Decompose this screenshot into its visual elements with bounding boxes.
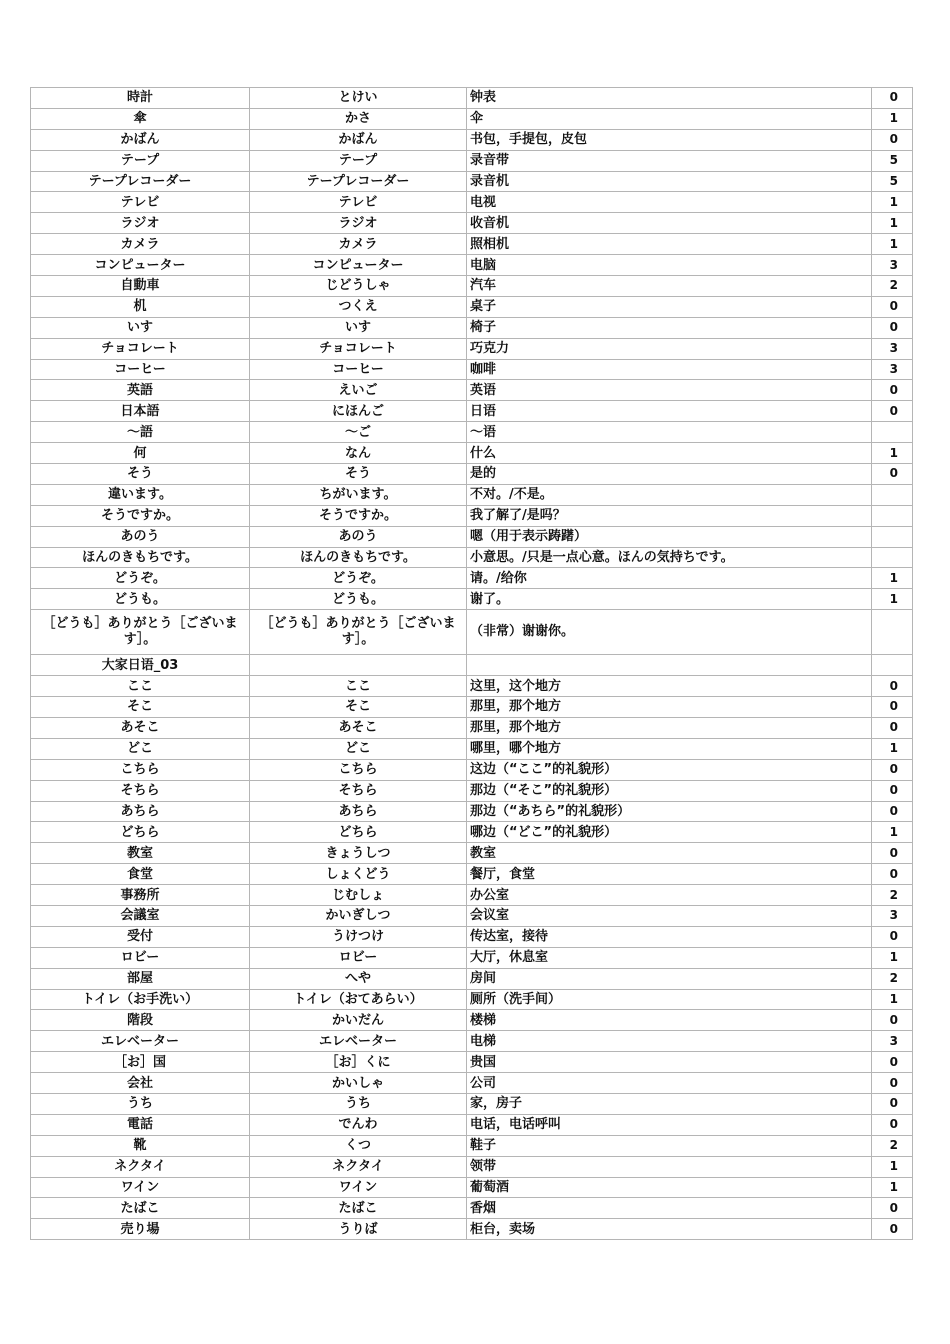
table-row: [31, 1093, 913, 1114]
meaning-cell: 钟表: [467, 88, 872, 109]
accent-cell: 0: [872, 1010, 913, 1031]
meaning-cell: 柜台，卖场: [467, 1219, 872, 1240]
meaning-cell: 不对。/不是。: [467, 484, 872, 505]
table-row: [31, 255, 913, 276]
meaning-cell: 那边（“そこ”的礼貌形）: [467, 780, 872, 801]
table-row: [31, 568, 913, 589]
meaning-cell: 伞: [467, 108, 872, 129]
accent-cell: 5: [872, 150, 913, 171]
kana-cell: こちら: [250, 759, 467, 780]
kanji-cell: 日本語: [31, 401, 250, 422]
meaning-cell: 葡萄酒: [467, 1177, 872, 1198]
kana-cell: しょくどう: [250, 864, 467, 885]
kana-cell: つくえ: [250, 296, 467, 317]
kana-cell: そちら: [250, 780, 467, 801]
meaning-cell: 教室: [467, 843, 872, 864]
kanji-cell: そうですか。: [31, 505, 250, 526]
accent-cell: 0: [872, 129, 913, 150]
kanji-cell: 会議室: [31, 905, 250, 926]
table-row: [31, 547, 913, 568]
kana-cell: [250, 655, 467, 676]
meaning-cell: 公司: [467, 1073, 872, 1094]
kanji-cell: 英語: [31, 380, 250, 401]
accent-cell: 1: [872, 213, 913, 234]
kanji-cell: ラジオ: [31, 213, 250, 234]
meaning-cell: 电脑: [467, 255, 872, 276]
meaning-cell: 哪里，哪个地方: [467, 738, 872, 759]
kanji-cell: 受付: [31, 926, 250, 947]
kanji-cell: いす: [31, 317, 250, 338]
kana-cell: テレビ: [250, 192, 467, 213]
table-row: [31, 1031, 913, 1052]
accent-cell: 0: [872, 401, 913, 422]
meaning-cell: 照相机: [467, 234, 872, 255]
kana-cell: ここ: [250, 676, 467, 697]
kana-cell: テープ: [250, 150, 467, 171]
kana-cell: どこ: [250, 738, 467, 759]
kanji-cell: あそこ: [31, 717, 250, 738]
meaning-cell: 传达室，接待: [467, 926, 872, 947]
meaning-cell: 录音带: [467, 150, 872, 171]
table-row: [31, 526, 913, 547]
table-row: [31, 1052, 913, 1073]
kanji-cell: ほんのきもちです。: [31, 547, 250, 568]
kana-cell: うりば: [250, 1219, 467, 1240]
meaning-cell: 办公室: [467, 885, 872, 906]
kana-cell: ［お］くに: [250, 1052, 467, 1073]
accent-cell: 0: [872, 1093, 913, 1114]
kanji-cell: 食堂: [31, 864, 250, 885]
kanji-cell: 傘: [31, 108, 250, 129]
kanji-cell: こちら: [31, 759, 250, 780]
accent-cell: 0: [872, 464, 913, 485]
table-row: [31, 484, 913, 505]
accent-cell: 0: [872, 1114, 913, 1135]
kanji-cell: 時計: [31, 88, 250, 109]
kanji-cell: 靴: [31, 1135, 250, 1156]
kana-cell: あそこ: [250, 717, 467, 738]
meaning-cell: 那边（“あちら”的礼貌形）: [467, 801, 872, 822]
kanji-cell: テープレコーダー: [31, 171, 250, 192]
kanji-cell: ワイン: [31, 1177, 250, 1198]
kana-cell: そう: [250, 464, 467, 485]
accent-cell: 0: [872, 759, 913, 780]
meaning-cell: 鞋子: [467, 1135, 872, 1156]
meaning-cell: 餐厅，食堂: [467, 864, 872, 885]
meaning-cell: 书包，手提包，皮包: [467, 129, 872, 150]
kana-cell: どうも。: [250, 589, 467, 610]
kanji-cell: 部屋: [31, 968, 250, 989]
table-row: [31, 717, 913, 738]
kanji-cell: そう: [31, 464, 250, 485]
table-row: [31, 150, 913, 171]
kanji-cell: そこ: [31, 697, 250, 718]
kana-cell: じどうしゃ: [250, 276, 467, 297]
kanji-cell: どこ: [31, 738, 250, 759]
kanji-cell: 事務所: [31, 885, 250, 906]
kana-cell: ほんのきもちです。: [250, 547, 467, 568]
kana-cell: じむしょ: [250, 885, 467, 906]
accent-cell: [872, 610, 913, 655]
kana-cell: かさ: [250, 108, 467, 129]
meaning-cell: 大厅，休息室: [467, 947, 872, 968]
kanji-cell: ネクタイ: [31, 1156, 250, 1177]
kana-cell: にほんご: [250, 401, 467, 422]
table-row: [31, 1010, 913, 1031]
kanji-cell: うち: [31, 1093, 250, 1114]
table-row: [31, 780, 913, 801]
accent-cell: 1: [872, 234, 913, 255]
kana-cell: エレベーター: [250, 1031, 467, 1052]
kanji-cell: あちら: [31, 801, 250, 822]
kanji-cell: ［どうも］ありがとう［ございます］。: [31, 610, 250, 655]
table-row: [31, 610, 913, 655]
meaning-cell: 电视: [467, 192, 872, 213]
accent-cell: 3: [872, 1031, 913, 1052]
kana-cell: ラジオ: [250, 213, 467, 234]
meaning-cell: 录音机: [467, 171, 872, 192]
kanji-cell: 違います。: [31, 484, 250, 505]
meaning-cell: 厕所（洗手间）: [467, 989, 872, 1010]
meaning-cell: 房间: [467, 968, 872, 989]
kanji-cell: エレベーター: [31, 1031, 250, 1052]
meaning-cell: 那里，那个地方: [467, 697, 872, 718]
kana-cell: うけつけ: [250, 926, 467, 947]
accent-cell: 3: [872, 255, 913, 276]
meaning-cell: 领带: [467, 1156, 872, 1177]
kanji-cell: ～語: [31, 422, 250, 443]
accent-cell: 2: [872, 276, 913, 297]
table-row: [31, 296, 913, 317]
table-row: [31, 885, 913, 906]
accent-cell: 0: [872, 88, 913, 109]
accent-cell: 2: [872, 885, 913, 906]
kanji-cell: どうも。: [31, 589, 250, 610]
kana-cell: そうですか。: [250, 505, 467, 526]
kanji-cell: 会社: [31, 1073, 250, 1094]
accent-cell: 1: [872, 738, 913, 759]
table-row: [31, 443, 913, 464]
table-row: [31, 738, 913, 759]
table-row: [31, 968, 913, 989]
table-row: [31, 697, 913, 718]
accent-cell: 2: [872, 1135, 913, 1156]
meaning-cell: 汽车: [467, 276, 872, 297]
meaning-cell: 请。/给你: [467, 568, 872, 589]
meaning-cell: 那里，那个地方: [467, 717, 872, 738]
kana-cell: いす: [250, 317, 467, 338]
kanji-cell: チョコレート: [31, 338, 250, 359]
accent-cell: 1: [872, 589, 913, 610]
kana-cell: ［どうも］ありがとう［ございます］。: [250, 610, 467, 655]
table-row: [31, 108, 913, 129]
accent-cell: 0: [872, 864, 913, 885]
meaning-cell: 桌子: [467, 296, 872, 317]
table-row: [31, 1135, 913, 1156]
kanji-cell: 机: [31, 296, 250, 317]
table-row: [31, 171, 913, 192]
meaning-cell: 巧克力: [467, 338, 872, 359]
accent-cell: 1: [872, 1177, 913, 1198]
meaning-cell: （非常）谢谢你。: [467, 610, 872, 655]
accent-cell: 0: [872, 801, 913, 822]
meaning-cell: 收音机: [467, 213, 872, 234]
kanji-cell: コーヒー: [31, 359, 250, 380]
kana-cell: えいご: [250, 380, 467, 401]
table-row: [31, 234, 913, 255]
kanji-cell: トイレ（お手洗い）: [31, 989, 250, 1010]
table-row: [31, 801, 913, 822]
kanji-cell: カメラ: [31, 234, 250, 255]
kanji-cell: 電話: [31, 1114, 250, 1135]
accent-cell: [872, 547, 913, 568]
table-row: [31, 1219, 913, 1240]
kanji-cell: 階段: [31, 1010, 250, 1031]
kana-cell: かいだん: [250, 1010, 467, 1031]
kana-cell: テープレコーダー: [250, 171, 467, 192]
meaning-cell: 什么: [467, 443, 872, 464]
table-row: [31, 1177, 913, 1198]
accent-cell: 0: [872, 1073, 913, 1094]
table-row: [31, 213, 913, 234]
table-row: [31, 1198, 913, 1219]
table-row: [31, 926, 913, 947]
accent-cell: 0: [872, 296, 913, 317]
table-row: [31, 422, 913, 443]
table-row: [31, 989, 913, 1010]
kana-cell: うち: [250, 1093, 467, 1114]
accent-cell: 1: [872, 568, 913, 589]
accent-cell: 3: [872, 359, 913, 380]
accent-cell: [872, 484, 913, 505]
kana-cell: どちら: [250, 822, 467, 843]
table-row: [31, 1114, 913, 1135]
kanji-cell: 自動車: [31, 276, 250, 297]
kana-cell: ワイン: [250, 1177, 467, 1198]
kana-cell: たばこ: [250, 1198, 467, 1219]
meaning-cell: 椅子: [467, 317, 872, 338]
kana-cell: へや: [250, 968, 467, 989]
table-row: [31, 759, 913, 780]
meaning-cell: 电话，电话呼叫: [467, 1114, 872, 1135]
kanji-cell: ［お］国: [31, 1052, 250, 1073]
kana-cell: かいぎしつ: [250, 905, 467, 926]
kana-cell: でんわ: [250, 1114, 467, 1135]
accent-cell: 3: [872, 338, 913, 359]
table-row: [31, 905, 913, 926]
kanji-cell: コンピューター: [31, 255, 250, 276]
meaning-cell: 会议室: [467, 905, 872, 926]
kana-cell: なん: [250, 443, 467, 464]
kana-cell: ～ご: [250, 422, 467, 443]
meaning-cell: 我了解了/是吗？: [467, 505, 872, 526]
accent-cell: 0: [872, 1219, 913, 1240]
meaning-cell: 日语: [467, 401, 872, 422]
kanji-cell: たばこ: [31, 1198, 250, 1219]
table-row: [31, 1156, 913, 1177]
meaning-cell: 这边（“ここ”的礼貌形）: [467, 759, 872, 780]
meaning-cell: 香烟: [467, 1198, 872, 1219]
accent-cell: 0: [872, 697, 913, 718]
accent-cell: 0: [872, 380, 913, 401]
accent-cell: 2: [872, 968, 913, 989]
table-row: [31, 676, 913, 697]
kanji-cell: 売り場: [31, 1219, 250, 1240]
accent-cell: 1: [872, 822, 913, 843]
accent-cell: [872, 526, 913, 547]
kana-cell: ロビー: [250, 947, 467, 968]
table-row: [31, 88, 913, 109]
kana-cell: あちら: [250, 801, 467, 822]
kana-cell: かばん: [250, 129, 467, 150]
meaning-cell: 咖啡: [467, 359, 872, 380]
accent-cell: 0: [872, 1198, 913, 1219]
table-row: [31, 864, 913, 885]
vocabulary-table: [30, 87, 913, 1240]
kanji-cell: そちら: [31, 780, 250, 801]
accent-cell: 0: [872, 717, 913, 738]
kanji-cell: ここ: [31, 676, 250, 697]
accent-cell: 1: [872, 989, 913, 1010]
accent-cell: 1: [872, 1156, 913, 1177]
kanji-cell: かばん: [31, 129, 250, 150]
kana-cell: あのう: [250, 526, 467, 547]
accent-cell: 0: [872, 317, 913, 338]
table-row: [31, 192, 913, 213]
kanji-cell: 教室: [31, 843, 250, 864]
kana-cell: ちがいます。: [250, 484, 467, 505]
meaning-cell: 谢了。: [467, 589, 872, 610]
table-row: [31, 505, 913, 526]
table-row: [31, 317, 913, 338]
accent-cell: 1: [872, 192, 913, 213]
accent-cell: 3: [872, 905, 913, 926]
kana-cell: とけい: [250, 88, 467, 109]
kanji-cell: 大家日语_03: [31, 655, 250, 676]
kana-cell: どうぞ。: [250, 568, 467, 589]
kana-cell: かいしゃ: [250, 1073, 467, 1094]
accent-cell: 0: [872, 780, 913, 801]
vocabulary-table-body: [31, 88, 913, 1240]
meaning-cell: 这里，这个地方: [467, 676, 872, 697]
accent-cell: 1: [872, 443, 913, 464]
table-row: [31, 464, 913, 485]
table-row: [31, 338, 913, 359]
kana-cell: そこ: [250, 697, 467, 718]
meaning-cell: 是的: [467, 464, 872, 485]
accent-cell: 0: [872, 676, 913, 697]
kanji-cell: どうぞ。: [31, 568, 250, 589]
table-row: [31, 822, 913, 843]
table-row: [31, 276, 913, 297]
table-row: [31, 589, 913, 610]
kana-cell: コンピューター: [250, 255, 467, 276]
accent-cell: 0: [872, 926, 913, 947]
kana-cell: きょうしつ: [250, 843, 467, 864]
table-row: [31, 947, 913, 968]
meaning-cell: 英语: [467, 380, 872, 401]
table-row: [31, 401, 913, 422]
accent-cell: 0: [872, 843, 913, 864]
meaning-cell: 小意思。/只是一点心意。ほんの気持ちです。: [467, 547, 872, 568]
meaning-cell: 家，房子: [467, 1093, 872, 1114]
table-row: [31, 129, 913, 150]
kanji-cell: テレビ: [31, 192, 250, 213]
accent-cell: 0: [872, 1052, 913, 1073]
meaning-cell: 贵国: [467, 1052, 872, 1073]
kanji-cell: 何: [31, 443, 250, 464]
accent-cell: [872, 655, 913, 676]
meaning-cell: 电梯: [467, 1031, 872, 1052]
kanji-cell: あのう: [31, 526, 250, 547]
table-row: [31, 359, 913, 380]
kanji-cell: テープ: [31, 150, 250, 171]
meaning-cell: 哪边（“どこ”的礼貌形）: [467, 822, 872, 843]
accent-cell: 1: [872, 108, 913, 129]
kana-cell: カメラ: [250, 234, 467, 255]
meaning-cell: 楼梯: [467, 1010, 872, 1031]
kanji-cell: ロビー: [31, 947, 250, 968]
table-row: [31, 380, 913, 401]
meaning-cell: ～语: [467, 422, 872, 443]
kana-cell: チョコレート: [250, 338, 467, 359]
kana-cell: トイレ（おてあらい）: [250, 989, 467, 1010]
table-row: [31, 655, 913, 676]
meaning-cell: [467, 655, 872, 676]
kana-cell: コーヒー: [250, 359, 467, 380]
kana-cell: くつ: [250, 1135, 467, 1156]
meaning-cell: 嗯（用于表示踌躇）: [467, 526, 872, 547]
table-row: [31, 1073, 913, 1094]
accent-cell: [872, 505, 913, 526]
accent-cell: [872, 422, 913, 443]
accent-cell: 1: [872, 947, 913, 968]
kanji-cell: どちら: [31, 822, 250, 843]
accent-cell: 5: [872, 171, 913, 192]
kana-cell: ネクタイ: [250, 1156, 467, 1177]
table-row: [31, 843, 913, 864]
